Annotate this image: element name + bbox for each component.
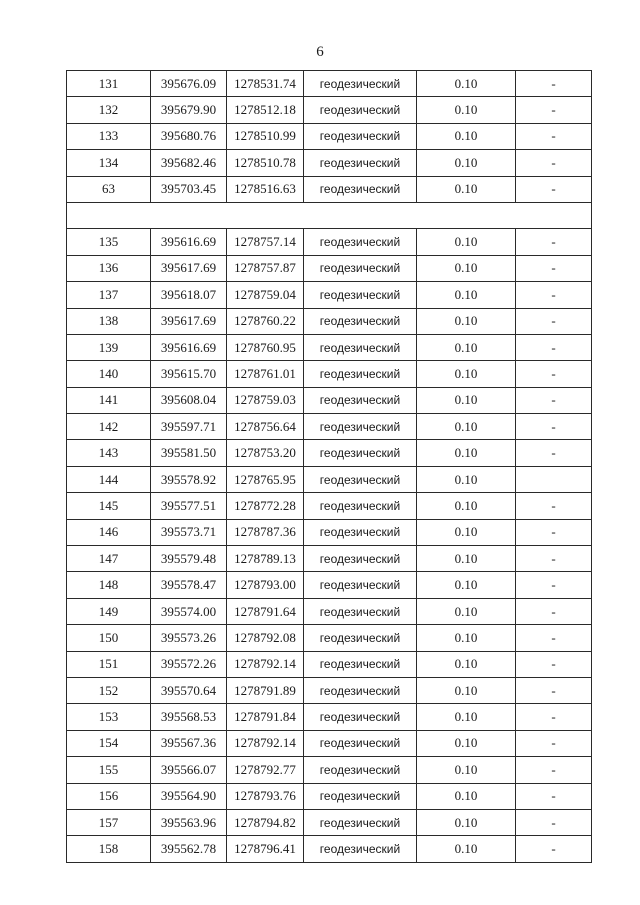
cell-method: геодезический: [304, 97, 417, 123]
cell-note: -: [516, 255, 592, 281]
cell-method: геодезический: [304, 123, 417, 149]
cell-coordinate-x: 395563.96: [151, 809, 227, 835]
table-row: [67, 71, 592, 97]
cell-coordinate-y: 1278757.87: [227, 255, 304, 281]
cell-accuracy: 0.10: [417, 71, 516, 97]
cell-coordinate-x: 395568.53: [151, 704, 227, 730]
cell-coordinate-x: 395680.76: [151, 123, 227, 149]
table-row: [67, 150, 592, 176]
cell-note: -: [516, 387, 592, 413]
cell-coordinate-y: 1278759.04: [227, 282, 304, 308]
cell-coordinate-y: 1278787.36: [227, 519, 304, 545]
table-separator-row: [67, 202, 592, 228]
cell-point-number: 141: [67, 387, 151, 413]
cell-note: -: [516, 730, 592, 756]
cell-note: -: [516, 836, 592, 862]
table-row: [67, 466, 592, 492]
cell-note: -: [516, 651, 592, 677]
coordinates-table-body: [67, 71, 592, 863]
cell-method: геодезический: [304, 308, 417, 334]
cell-coordinate-y: 1278757.14: [227, 229, 304, 255]
table-row: [67, 493, 592, 519]
cell-note: -: [516, 493, 592, 519]
cell-method: геодезический: [304, 546, 417, 572]
table-row: [67, 704, 592, 730]
cell-coordinate-x: 395566.07: [151, 757, 227, 783]
cell-accuracy: 0.10: [417, 493, 516, 519]
cell-accuracy: 0.10: [417, 704, 516, 730]
page-number: 6: [316, 44, 324, 60]
cell-accuracy: 0.10: [417, 361, 516, 387]
cell-coordinate-x: 395562.78: [151, 836, 227, 862]
cell-method: геодезический: [304, 255, 417, 281]
cell-accuracy: 0.10: [417, 572, 516, 598]
cell-note: -: [516, 598, 592, 624]
table-row: [67, 361, 592, 387]
cell-method: геодезический: [304, 625, 417, 651]
cell-accuracy: 0.10: [417, 255, 516, 281]
cell-method: геодезический: [304, 440, 417, 466]
cell-point-number: 132: [67, 97, 151, 123]
cell-coordinate-x: 395597.71: [151, 414, 227, 440]
cell-coordinate-y: 1278792.14: [227, 730, 304, 756]
cell-coordinate-x: 395618.07: [151, 282, 227, 308]
cell-coordinate-y: 1278791.64: [227, 598, 304, 624]
cell-note: -: [516, 704, 592, 730]
cell-coordinate-y: 1278510.99: [227, 123, 304, 149]
cell-accuracy: 0.10: [417, 176, 516, 202]
table-row: [67, 176, 592, 202]
table-row: [67, 282, 592, 308]
cell-point-number: 148: [67, 572, 151, 598]
cell-point-number: 156: [67, 783, 151, 809]
cell-coordinate-y: 1278791.89: [227, 677, 304, 703]
cell-coordinate-x: 395567.36: [151, 730, 227, 756]
cell-coordinate-y: 1278759.03: [227, 387, 304, 413]
table-row: [67, 123, 592, 149]
cell-point-number: 151: [67, 651, 151, 677]
cell-accuracy: 0.10: [417, 519, 516, 545]
cell-note: -: [516, 757, 592, 783]
cell-coordinate-x: 395581.50: [151, 440, 227, 466]
cell-note: -: [516, 440, 592, 466]
cell-coordinate-y: 1278753.20: [227, 440, 304, 466]
cell-note: -: [516, 308, 592, 334]
cell-note: -: [516, 97, 592, 123]
cell-point-number: 142: [67, 414, 151, 440]
table-row: [67, 783, 592, 809]
cell-accuracy: 0.10: [417, 836, 516, 862]
cell-point-number: 145: [67, 493, 151, 519]
cell-coordinate-y: 1278512.18: [227, 97, 304, 123]
cell-method: геодезический: [304, 150, 417, 176]
cell-note: -: [516, 572, 592, 598]
table-row: [67, 809, 592, 835]
cell-accuracy: 0.10: [417, 308, 516, 334]
cell-accuracy: 0.10: [417, 387, 516, 413]
cell-coordinate-y: 1278796.41: [227, 836, 304, 862]
cell-coordinate-y: 1278793.00: [227, 572, 304, 598]
cell-coordinate-x: 395578.47: [151, 572, 227, 598]
cell-coordinate-y: 1278789.13: [227, 546, 304, 572]
cell-coordinate-y: 1278765.95: [227, 466, 304, 492]
cell-point-number: 136: [67, 255, 151, 281]
cell-point-number: 155: [67, 757, 151, 783]
cell-coordinate-y: 1278792.08: [227, 625, 304, 651]
cell-method: геодезический: [304, 651, 417, 677]
cell-note: -: [516, 71, 592, 97]
cell-coordinate-y: 1278793.76: [227, 783, 304, 809]
table-row: [67, 97, 592, 123]
table-row: [67, 572, 592, 598]
cell-coordinate-x: 395615.70: [151, 361, 227, 387]
cell-method: геодезический: [304, 466, 417, 492]
cell-coordinate-y: 1278791.84: [227, 704, 304, 730]
cell-method: геодезический: [304, 836, 417, 862]
cell-coordinate-x: 395572.26: [151, 651, 227, 677]
table-row: [67, 519, 592, 545]
cell-coordinate-x: 395676.09: [151, 71, 227, 97]
separator-cell: [67, 202, 592, 228]
cell-point-number: 157: [67, 809, 151, 835]
table-row: [67, 308, 592, 334]
cell-point-number: 147: [67, 546, 151, 572]
cell-method: геодезический: [304, 493, 417, 519]
cell-method: геодезический: [304, 757, 417, 783]
cell-method: геодезический: [304, 229, 417, 255]
cell-point-number: 133: [67, 123, 151, 149]
cell-coordinate-y: 1278761.01: [227, 361, 304, 387]
cell-accuracy: 0.10: [417, 97, 516, 123]
cell-note: -: [516, 282, 592, 308]
cell-point-number: 139: [67, 334, 151, 360]
cell-coordinate-y: 1278510.78: [227, 150, 304, 176]
cell-point-number: 134: [67, 150, 151, 176]
cell-accuracy: 0.10: [417, 757, 516, 783]
table-row: [67, 440, 592, 466]
cell-method: геодезический: [304, 414, 417, 440]
cell-note: -: [516, 414, 592, 440]
cell-method: геодезический: [304, 704, 417, 730]
cell-coordinate-y: 1278516.63: [227, 176, 304, 202]
cell-point-number: 154: [67, 730, 151, 756]
cell-point-number: 152: [67, 677, 151, 703]
cell-accuracy: 0.10: [417, 229, 516, 255]
table-row: [67, 757, 592, 783]
cell-coordinate-x: 395617.69: [151, 255, 227, 281]
cell-method: геодезический: [304, 176, 417, 202]
cell-coordinate-x: 395703.45: [151, 176, 227, 202]
cell-note: -: [516, 150, 592, 176]
cell-coordinate-x: 395679.90: [151, 97, 227, 123]
cell-accuracy: 0.10: [417, 677, 516, 703]
cell-method: геодезический: [304, 783, 417, 809]
cell-point-number: 131: [67, 71, 151, 97]
cell-coordinate-y: 1278760.95: [227, 334, 304, 360]
table-row: [67, 677, 592, 703]
cell-accuracy: 0.10: [417, 783, 516, 809]
cell-coordinate-y: 1278792.14: [227, 651, 304, 677]
cell-accuracy: 0.10: [417, 282, 516, 308]
cell-coordinate-y: 1278772.28: [227, 493, 304, 519]
cell-coordinate-x: 395616.69: [151, 229, 227, 255]
cell-accuracy: 0.10: [417, 651, 516, 677]
cell-coordinate-y: 1278756.64: [227, 414, 304, 440]
cell-point-number: 158: [67, 836, 151, 862]
cell-point-number: 140: [67, 361, 151, 387]
cell-note: [516, 466, 592, 492]
cell-note: -: [516, 809, 592, 835]
cell-note: -: [516, 176, 592, 202]
table-row: [67, 387, 592, 413]
cell-coordinate-x: 395682.46: [151, 150, 227, 176]
cell-method: геодезический: [304, 361, 417, 387]
table-row: [67, 546, 592, 572]
cell-coordinate-x: 395617.69: [151, 308, 227, 334]
cell-note: -: [516, 361, 592, 387]
cell-accuracy: 0.10: [417, 598, 516, 624]
table-row: [67, 255, 592, 281]
cell-accuracy: 0.10: [417, 150, 516, 176]
table-row: [67, 334, 592, 360]
cell-accuracy: 0.10: [417, 414, 516, 440]
table-row: [67, 836, 592, 862]
cell-method: геодезический: [304, 730, 417, 756]
table-row: [67, 730, 592, 756]
cell-coordinate-x: 395570.64: [151, 677, 227, 703]
cell-coordinate-x: 395578.92: [151, 466, 227, 492]
cell-accuracy: 0.10: [417, 440, 516, 466]
table-row: [67, 414, 592, 440]
cell-method: геодезический: [304, 572, 417, 598]
cell-note: -: [516, 783, 592, 809]
coordinates-table: [66, 70, 592, 863]
cell-note: -: [516, 123, 592, 149]
table-row: [67, 651, 592, 677]
cell-coordinate-x: 395577.51: [151, 493, 227, 519]
cell-coordinate-x: 395574.00: [151, 598, 227, 624]
cell-point-number: 153: [67, 704, 151, 730]
cell-note: -: [516, 519, 592, 545]
cell-accuracy: 0.10: [417, 334, 516, 360]
cell-point-number: 143: [67, 440, 151, 466]
cell-point-number: 63: [67, 176, 151, 202]
cell-accuracy: 0.10: [417, 123, 516, 149]
table-row: [67, 598, 592, 624]
cell-point-number: 149: [67, 598, 151, 624]
cell-accuracy: 0.10: [417, 466, 516, 492]
cell-coordinate-x: 395608.04: [151, 387, 227, 413]
cell-point-number: 150: [67, 625, 151, 651]
cell-coordinate-x: 395573.26: [151, 625, 227, 651]
cell-coordinate-y: 1278531.74: [227, 71, 304, 97]
cell-note: -: [516, 334, 592, 360]
cell-coordinate-x: 395579.48: [151, 546, 227, 572]
cell-method: геодезический: [304, 677, 417, 703]
cell-point-number: 146: [67, 519, 151, 545]
table-row: [67, 625, 592, 651]
cell-method: геодезический: [304, 598, 417, 624]
cell-accuracy: 0.10: [417, 809, 516, 835]
cell-coordinate-x: 395616.69: [151, 334, 227, 360]
cell-method: геодезический: [304, 387, 417, 413]
cell-method: геодезический: [304, 71, 417, 97]
cell-point-number: 144: [67, 466, 151, 492]
cell-coordinate-y: 1278792.77: [227, 757, 304, 783]
cell-coordinate-y: 1278760.22: [227, 308, 304, 334]
cell-point-number: 135: [67, 229, 151, 255]
cell-accuracy: 0.10: [417, 730, 516, 756]
cell-method: геодезический: [304, 809, 417, 835]
cell-note: -: [516, 625, 592, 651]
cell-point-number: 137: [67, 282, 151, 308]
cell-note: -: [516, 546, 592, 572]
cell-note: -: [516, 229, 592, 255]
cell-method: геодезический: [304, 334, 417, 360]
cell-method: геодезический: [304, 519, 417, 545]
cell-coordinate-x: 395564.90: [151, 783, 227, 809]
cell-accuracy: 0.10: [417, 546, 516, 572]
cell-method: геодезический: [304, 282, 417, 308]
cell-coordinate-y: 1278794.82: [227, 809, 304, 835]
table-row: [67, 229, 592, 255]
cell-accuracy: 0.10: [417, 625, 516, 651]
cell-coordinate-x: 395573.71: [151, 519, 227, 545]
cell-note: -: [516, 677, 592, 703]
cell-point-number: 138: [67, 308, 151, 334]
